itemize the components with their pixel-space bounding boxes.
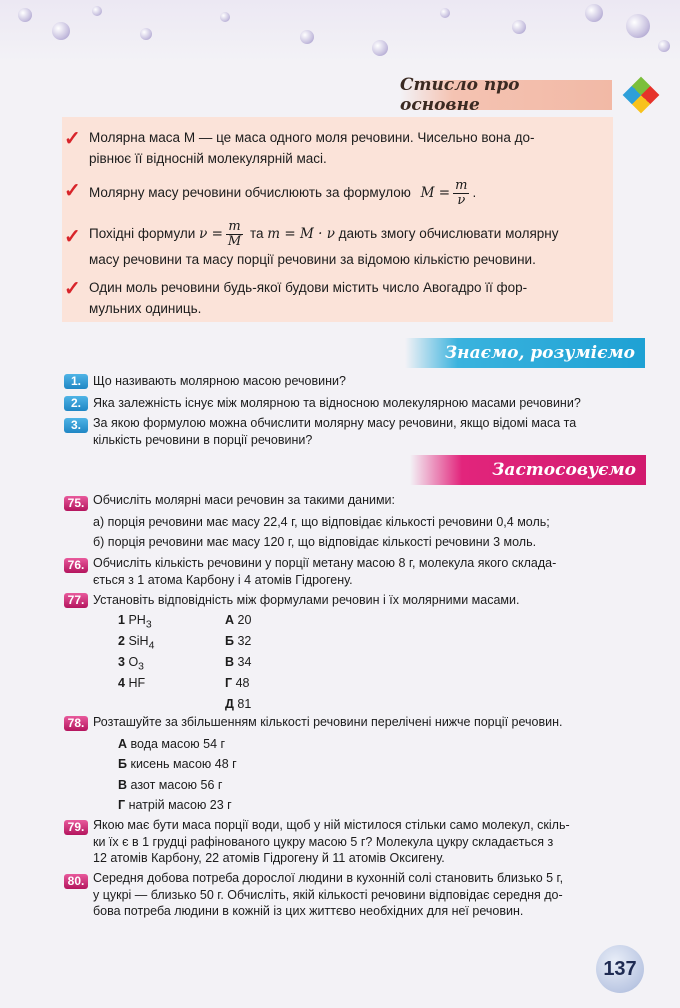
formula-base: O (128, 655, 139, 669)
apply-header-label: Застосовуємо (492, 460, 636, 480)
exercise-line: ється з 1 атома Карбону і 4 атомів Гідрогену. (93, 572, 353, 587)
portion-text: вода масою 54 г (130, 737, 226, 751)
formula-subscript: 3 (138, 661, 144, 673)
exercise-number: 79. (64, 820, 88, 835)
page-number (596, 945, 644, 993)
exercise-line: Обчисліть кількість речовини у порції метану масою 8 г, молекула якого склада- (93, 556, 557, 570)
mass-row (225, 633, 251, 650)
summary-header-label: Стисло про основне (400, 75, 520, 115)
checkmark-icon: ✓ (64, 226, 81, 248)
fraction-numerator: m (226, 220, 243, 235)
summary-item-3-text: та (249, 226, 264, 242)
summary-item-2 (89, 179, 476, 208)
fraction-numerator: m (455, 178, 468, 193)
question-text (93, 373, 346, 390)
exercise-76 (93, 555, 556, 588)
summary-item-2-text: Молярну масу речовини обчислюють за формулою (89, 185, 411, 201)
formula: m = M · ν (267, 226, 335, 243)
mass-letter: Г (225, 676, 233, 690)
molecule-ball (585, 4, 603, 22)
mass-value: 48 (235, 676, 250, 690)
exercise-number: 76. (64, 558, 88, 573)
formula-row (118, 633, 154, 655)
formula-row (118, 612, 152, 634)
exercise-line: Якою має бути маса порції води, щоб у ній містилося стільки само молекул, скіль- (93, 818, 570, 832)
exercise-number: 80. (64, 874, 88, 889)
formula-row (118, 654, 144, 676)
mass-row (225, 654, 251, 671)
mass-letter: А (225, 613, 235, 627)
molecule-ball (440, 8, 450, 18)
exercise-number: 78. (64, 716, 88, 731)
apply-header (410, 455, 646, 485)
mass-letter: В (225, 655, 235, 669)
molecule-ball (220, 12, 230, 22)
exercise-line: ки їх є в 1 грудці рафінованого цукру масою 5 г? Молекула цукру складається з (93, 834, 554, 849)
summary-item-1-line: Молярна маса M — це маса одного моля речовини. Чисельно вона до- (89, 130, 535, 145)
portion-letter: Г (118, 798, 126, 812)
portion-letter: А (118, 737, 128, 751)
mass-value: 81 (237, 697, 252, 711)
formula-number: 1 (118, 613, 125, 627)
formula-number: 2 (118, 634, 125, 648)
formula-row (118, 675, 145, 697)
top-decoration (0, 0, 680, 62)
colorful-diamond-icon (623, 77, 660, 114)
summary-header (400, 75, 612, 115)
exercise-number: 77. (64, 593, 88, 608)
know-header (405, 338, 645, 368)
portion-row (118, 777, 222, 794)
exercise-80 (93, 870, 563, 920)
summary-item-1 (89, 127, 535, 169)
molecule-ball (52, 22, 70, 40)
exercise-line: Установіть відповідність між формулами речовин і їх молярними масами. (93, 593, 520, 607)
summary-item-1-line: рівнює її відносній молекулярній масі. (89, 151, 327, 166)
molecule-ball (300, 30, 314, 44)
molecule-ball (372, 40, 388, 56)
exercise-77 (93, 592, 519, 609)
question-line: Що називають молярною масою речовини? (93, 374, 346, 388)
portion-row (118, 756, 237, 773)
portion-text: кисень масою 48 г (130, 757, 237, 771)
portion-row (118, 736, 225, 753)
exercise-line: у цукрі — близько 50 г. Обчисліть, якій кількості речовини відповідає середня до- (93, 887, 563, 902)
exercise-line: б) порція речовини має масу 120 г, що відповідає кількості речовини 3 моль. (93, 535, 537, 549)
formula-base: PH (128, 613, 146, 627)
question-number: 2. (64, 396, 88, 411)
formula-subscript: 3 (145, 619, 152, 631)
formula-subscript: 4 (148, 640, 155, 652)
exercise-line: Обчисліть молярні маси речовин за такими даними: (93, 493, 396, 507)
summary-item-3-text: Похідні формули (89, 226, 196, 242)
mass-row (225, 675, 249, 692)
molecule-ball (140, 28, 152, 40)
portion-row (118, 797, 232, 814)
formula-number: 3 (118, 655, 125, 669)
question-text (93, 415, 576, 448)
mass-letter: Д (225, 697, 234, 711)
mass-letter: Б (225, 634, 234, 648)
fraction (453, 179, 469, 208)
question-number: 1. (64, 374, 88, 389)
exercise-number: 75. (64, 496, 88, 511)
page-number-label: 137 (603, 957, 637, 980)
exercise-79 (93, 817, 570, 867)
checkmark-icon: ✓ (64, 180, 81, 202)
molecule-ball (92, 6, 102, 16)
summary-item-4 (89, 277, 527, 319)
summary-item-4-line: Один моль речовини будь-якої будови містить число Авогадро її фор- (89, 280, 528, 295)
question-number: 3. (64, 418, 88, 433)
portion-text: азот масою 56 г (130, 778, 223, 792)
question-line: За якою формулою можна обчислити молярну масу речовини, якщо відомі маса та (93, 416, 577, 430)
checkmark-icon: ✓ (64, 278, 81, 300)
summary-item-3-line: масу речовини та масу порції речовини за відомою кількістю речовини. (89, 252, 536, 267)
portion-text: натрій масою 23 г (128, 798, 232, 812)
exercise-line: а) порція речовини має масу 22,4 г, що відповідає кількості речовини 0,4 моль; (93, 514, 550, 529)
molecule-ball (658, 40, 670, 52)
formula-base: SiH (128, 634, 149, 648)
question-line: Яка залежність існує між молярною та відносною молекулярною масами речовини? (93, 396, 581, 410)
formula-lhs: M = (420, 185, 451, 202)
mass-row (225, 612, 251, 629)
fraction-denominator: M (227, 234, 242, 249)
portion-letter: В (118, 778, 128, 792)
summary-item-4-line: мульних одиниць. (89, 301, 202, 316)
fraction (226, 220, 243, 249)
know-header-label: Знаємо, розуміємо (444, 343, 635, 363)
exercise-line: Середня добова потреба дорослої людини в кухонній солі становить близько 5 г, (93, 871, 564, 885)
portion-letter: Б (118, 757, 127, 771)
molecule-ball (18, 8, 32, 22)
mass-value: 20 (237, 613, 252, 627)
mass-row (225, 696, 251, 713)
exercise-78 (93, 714, 562, 731)
formula-base: HF (128, 676, 146, 690)
formula-lhs: ν = (199, 226, 223, 243)
exercise-line: 12 атомів Карбону, 22 атомів Гідрогену й 11 атомів Оксигену. (93, 851, 445, 865)
exercise-line: бова потреба людини в кожній із цих життєво необхідних для неї речовин. (93, 904, 524, 918)
mass-value: 32 (237, 634, 252, 648)
fraction-denominator: ν (457, 193, 466, 208)
checkmark-icon: ✓ (64, 128, 81, 150)
question-text (93, 395, 581, 412)
formula-number: 4 (118, 676, 125, 690)
exercise-75 (93, 492, 550, 551)
molecule-ball (512, 20, 526, 34)
formula-end: . (472, 185, 477, 201)
molecule-ball (626, 14, 650, 38)
question-line: кількість речовини в порції речовини? (93, 432, 313, 447)
summary-item-3 (89, 220, 558, 270)
exercise-line: Розташуйте за збільшенням кількості речовини перелічені нижче порції речовин. (93, 715, 563, 729)
summary-item-3-text: дають змогу обчислювати молярну (338, 226, 559, 242)
mass-value: 34 (237, 655, 252, 669)
